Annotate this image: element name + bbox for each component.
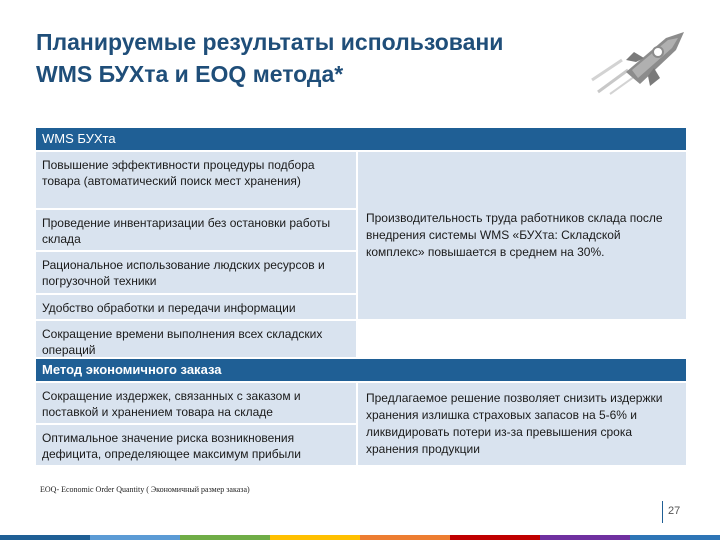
table-row: Оптимальное значение риска возникновения дефицита, определяющее максимум прибыли [36, 425, 356, 467]
slide-title-line1: Планируемые результаты использовани [36, 29, 504, 55]
slide-title [36, 26, 596, 90]
table-row: Сокращение издержек, связанных с заказом и поставкой и хранением товара на складе [36, 383, 356, 425]
table-row: Удобство обработки и передачи информации [36, 295, 356, 321]
section1-result-text: Производительность труда работников склада после внедрения системы WMS «БУХта: Складской комплекс» повышается в среднем на 30%. [366, 211, 663, 259]
section2-result [358, 383, 686, 465]
color-stripe [0, 535, 720, 540]
table-row: Рациональное использование людских ресурсов и погрузочной техники [36, 252, 356, 295]
footnote: EOQ- Economic Order Quantity ( Экономичный размер заказа) [40, 485, 250, 494]
stripe-segment [270, 535, 360, 540]
rocket-logo-icon [588, 30, 688, 96]
table-row: Проведение инвентаризации без остановки работы склада [36, 210, 356, 252]
page-number: 27 [668, 505, 681, 517]
page-number-divider [662, 501, 663, 523]
section2-result-text: Предлагаемое решение позволяет снизить издержки хранения излишка страховых запасов на 5-6% и ликвидировать потери из-за превышения срока хранения продукции [366, 391, 663, 456]
stripe-segment [0, 535, 90, 540]
section1-header: WMS БУХта [36, 128, 686, 152]
section2-left-column [36, 383, 356, 467]
stripe-segment [180, 535, 270, 540]
table-row: Повышение эффективности процедуры подбора товара (автоматический поиск мест хранения) [36, 152, 356, 210]
section1 [36, 152, 686, 359]
stripe-segment [360, 535, 450, 540]
section1-left-column [36, 152, 356, 359]
section2-header: Метод экономичного заказа [36, 359, 686, 383]
stripe-segment [540, 535, 630, 540]
stripe-segment [450, 535, 540, 540]
slide-title-line2: WMS БУХта и EOQ метода* [36, 61, 344, 87]
stripe-segment [630, 535, 720, 540]
table-row: Сокращение времени выполнения всех складских операций [36, 321, 356, 359]
results-table [36, 128, 686, 467]
stripe-segment [90, 535, 180, 540]
section2 [36, 383, 686, 467]
section1-result [358, 152, 686, 319]
